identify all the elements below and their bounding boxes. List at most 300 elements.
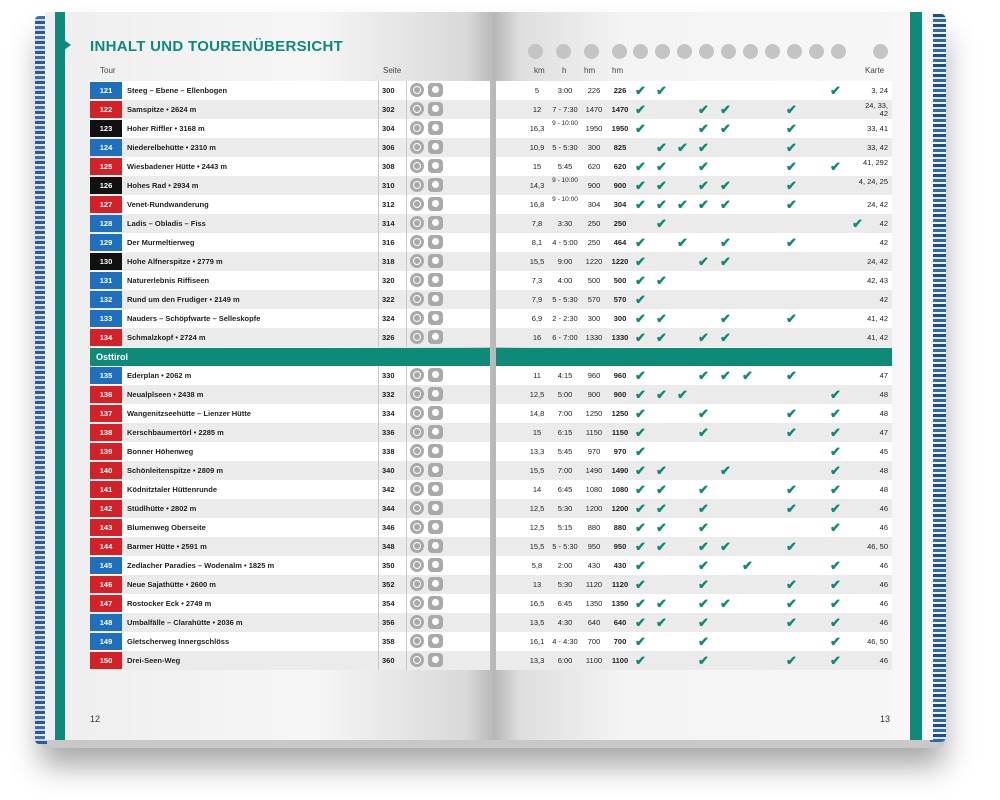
family-icon: [428, 501, 443, 515]
duration-h: 5 - 5:30: [552, 542, 578, 551]
family-icon: [428, 634, 443, 648]
table-row: [496, 271, 892, 290]
tour-name: Zedlacher Paradies – Wodenalm • 1825 m: [127, 561, 275, 570]
check-icon: ✔: [698, 615, 709, 630]
header-km: km: [534, 66, 545, 75]
check-icon: ✔: [786, 501, 797, 516]
tour-number: 138: [90, 424, 122, 441]
check-icon: ✔: [635, 425, 646, 440]
table-row: [90, 423, 490, 442]
column-divider: [378, 442, 379, 461]
column-divider: [378, 404, 379, 423]
tour-name: Naturerlebnis Riffiseen: [127, 276, 210, 285]
descent-hm: 226: [613, 86, 627, 95]
ascent-hm: 1330: [585, 333, 603, 342]
duration-h: 9:00: [557, 257, 573, 266]
check-icon: ✔: [635, 577, 646, 592]
table-row: [90, 214, 490, 233]
column-divider: [406, 233, 407, 252]
family-icon: [428, 178, 443, 192]
table-row: [90, 233, 490, 252]
difficulty-icon: [410, 501, 424, 515]
page-ref: 336: [382, 428, 395, 437]
check-icon: ✔: [786, 539, 797, 554]
hut-icon: [699, 44, 714, 59]
table-row: [90, 480, 490, 499]
family-icon: [428, 577, 443, 591]
family-icon: [428, 121, 443, 135]
difficulty-icon: [410, 330, 424, 344]
family-icon: [428, 387, 443, 401]
difficulty-icon: [410, 387, 424, 401]
column-divider: [378, 480, 379, 499]
page-ref: 356: [382, 618, 395, 627]
column-divider: [378, 252, 379, 271]
page-ref: 322: [382, 295, 395, 304]
check-icon: ✔: [852, 216, 863, 231]
check-icon: ✔: [698, 254, 709, 269]
difficulty-icon: [410, 482, 424, 496]
family-icon: [428, 83, 443, 97]
check-icon: ✔: [656, 539, 667, 554]
table-row: [496, 499, 892, 518]
check-icon: ✔: [635, 235, 646, 250]
column-divider: [378, 385, 379, 404]
check-icon: ✔: [698, 577, 709, 592]
check-icon: ✔: [786, 197, 797, 212]
column-divider: [378, 271, 379, 290]
check-icon: ✔: [635, 83, 646, 98]
distance-km: 7,3: [531, 276, 543, 285]
column-divider: [378, 81, 379, 100]
column-divider: [378, 651, 379, 670]
check-icon: ✔: [830, 387, 841, 402]
column-divider: [378, 157, 379, 176]
difficulty-icon: [410, 273, 424, 287]
page-ref: 332: [382, 390, 395, 399]
map-ref: 46, 50: [867, 637, 888, 646]
tour-number: 143: [90, 519, 122, 536]
check-icon: ✔: [830, 653, 841, 668]
table-row: [90, 442, 490, 461]
check-icon: ✔: [635, 121, 646, 136]
check-icon: ✔: [786, 121, 797, 136]
column-divider: [406, 271, 407, 290]
map-ref: 45: [879, 447, 888, 456]
section-header-right: [496, 348, 892, 366]
difficulty-icon: [410, 216, 424, 230]
check-icon: ✔: [720, 102, 731, 117]
column-divider: [378, 290, 379, 309]
tour-name: Ladis – Obladis – Fiss: [127, 219, 206, 228]
tour-name: Kerschbaumertörl • 2285 m: [127, 428, 224, 437]
check-icon: ✔: [677, 387, 688, 402]
column-divider: [406, 404, 407, 423]
family-icon: [428, 406, 443, 420]
duration-h: 5:30: [557, 580, 573, 589]
tour-number: 130: [90, 253, 122, 270]
page-ref: 310: [382, 181, 395, 190]
map-ref: 41, 292: [862, 158, 888, 167]
check-icon: ✔: [635, 463, 646, 478]
map-ref: 46, 50: [867, 542, 888, 551]
check-icon: ✔: [742, 368, 753, 383]
family-icon: [428, 615, 443, 629]
table-row: [496, 480, 892, 499]
tour-number: 129: [90, 234, 122, 251]
tour-number: 134: [90, 329, 122, 346]
family-icon: [428, 273, 443, 287]
check-icon: ✔: [786, 406, 797, 421]
difficulty-icon: [410, 444, 424, 458]
column-divider: [406, 385, 407, 404]
ascent-hm: 1250: [585, 409, 603, 418]
difficulty-icon: [410, 140, 424, 154]
check-icon: ✔: [698, 368, 709, 383]
check-icon: ✔: [698, 121, 709, 136]
table-row: [496, 119, 892, 138]
table-row: [496, 385, 892, 404]
column-divider: [378, 328, 379, 347]
ascent-hm: 1950: [585, 124, 603, 133]
map-ref: 24, 33, 42: [865, 101, 888, 118]
up-icon: [584, 44, 599, 59]
header-h: h: [562, 66, 567, 75]
check-icon: ✔: [635, 482, 646, 497]
page-ref: 318: [382, 257, 395, 266]
check-icon: ✔: [635, 539, 646, 554]
check-icon: ✔: [656, 83, 667, 98]
bus-icon: [655, 44, 670, 59]
ascent-hm: 300: [587, 314, 601, 323]
check-icon: ✔: [786, 311, 797, 326]
tour-number: 135: [90, 367, 122, 384]
check-icon: ✔: [656, 273, 667, 288]
descent-hm: 1330: [611, 333, 629, 342]
museum-icon: [809, 44, 824, 59]
ascent-hm: 1350: [585, 599, 603, 608]
table-row: [496, 442, 892, 461]
column-divider: [378, 518, 379, 537]
distance-km: 16,1: [529, 637, 545, 646]
tour-number: 140: [90, 462, 122, 479]
tour-name: Steeg – Ebene – Ellenbogen: [127, 86, 228, 95]
table-row: [90, 328, 490, 347]
map-ref: 24, 42: [867, 200, 888, 209]
tour-name: Ködnitztaler Hüttenrunde: [127, 485, 217, 494]
family-icon: [428, 159, 443, 173]
descent-hm: 825: [613, 143, 627, 152]
tour-name: Samspitze • 2624 m: [127, 105, 197, 114]
check-icon: ✔: [830, 406, 841, 421]
tour-number: 141: [90, 481, 122, 498]
tour-name: Schönleitenspitze • 2809 m: [127, 466, 223, 475]
check-icon: ✔: [656, 596, 667, 611]
check-icon: ✔: [635, 558, 646, 573]
table-row: [90, 461, 490, 480]
left-green-strip: [55, 12, 65, 740]
column-divider: [378, 537, 379, 556]
table-row: [496, 290, 892, 309]
tour-name: Umbalfälle – Clarahütte • 2036 m: [127, 618, 243, 627]
column-divider: [406, 366, 407, 385]
map-ref: 47: [879, 371, 888, 380]
column-divider: [406, 195, 407, 214]
family-icon: [428, 292, 443, 306]
tour-number: 132: [90, 291, 122, 308]
check-icon: ✔: [635, 254, 646, 269]
family-icon: [428, 368, 443, 382]
check-icon: ✔: [720, 235, 731, 250]
tour-name: Neualplseen • 2438 m: [127, 390, 204, 399]
map-ref: 48: [879, 409, 888, 418]
table-row: [90, 518, 490, 537]
column-divider: [406, 100, 407, 119]
column-divider: [406, 309, 407, 328]
page-ref: 300: [382, 86, 395, 95]
descent-hm: 570: [613, 295, 627, 304]
descent-hm: 430: [613, 561, 627, 570]
ascent-hm: 500: [587, 276, 601, 285]
duration-h: 3:30: [557, 219, 573, 228]
tour-name: Gletscherweg Innergschlöss: [127, 637, 230, 646]
tour-number: 149: [90, 633, 122, 650]
column-divider: [406, 423, 407, 442]
duration-h: 9 - 10:00: [552, 196, 578, 203]
check-icon: ✔: [786, 577, 797, 592]
check-icon: ✔: [830, 159, 841, 174]
check-icon: ✔: [720, 539, 731, 554]
descent-hm: 900: [613, 181, 627, 190]
duration-h: 5:15: [557, 523, 573, 532]
table-row: [90, 594, 490, 613]
ascent-hm: 226: [587, 86, 601, 95]
table-row: [496, 195, 892, 214]
table-row: [496, 366, 892, 385]
table-row: [90, 575, 490, 594]
check-icon: ✔: [698, 197, 709, 212]
descent-hm: 1470: [611, 105, 629, 114]
map-ref: 41, 42: [867, 333, 888, 342]
map-ref: 46: [879, 561, 888, 570]
check-icon: ✔: [830, 520, 841, 535]
tour-name: Schmalzkopf • 2724 m: [127, 333, 206, 342]
ascent-hm: 300: [587, 143, 601, 152]
check-icon: ✔: [656, 615, 667, 630]
distance-km: 12,5: [529, 390, 545, 399]
distance-km: 7,8: [531, 219, 543, 228]
ascent-hm: 250: [587, 238, 601, 247]
page-title: INHALT UND TOURENÜBERSICHT: [90, 38, 344, 55]
map-ref: 42: [879, 295, 888, 304]
table-row: [496, 100, 892, 119]
tour-name: Hohe Alfnerspitze • 2779 m: [127, 257, 223, 266]
header-hm-up: hm: [584, 66, 596, 75]
distance-km: 16,8: [529, 200, 545, 209]
check-icon: ✔: [698, 159, 709, 174]
table-row: [90, 366, 490, 385]
column-divider: [378, 575, 379, 594]
check-icon: ✔: [830, 558, 841, 573]
distance-km: 16,3: [529, 124, 545, 133]
header-karte: Karte: [865, 66, 885, 75]
page-number-left: 12: [90, 714, 101, 724]
tour-number: 136: [90, 386, 122, 403]
distance-km: 12,5: [529, 523, 545, 532]
column-divider: [378, 195, 379, 214]
page-ref: 302: [382, 105, 395, 114]
tour-number: 150: [90, 652, 122, 669]
tour-name: Stüdlhütte • 2802 m: [127, 504, 197, 513]
distance-km: 8,1: [531, 238, 543, 247]
column-divider: [378, 499, 379, 518]
family-icon: [428, 520, 443, 534]
distance-km: 13,3: [529, 656, 545, 665]
descent-hm: 304: [613, 200, 627, 209]
column-divider: [378, 138, 379, 157]
check-icon: ✔: [635, 368, 646, 383]
distance-km: 14,8: [529, 409, 545, 418]
check-icon: ✔: [656, 178, 667, 193]
page-ref: 360: [382, 656, 395, 665]
check-icon: ✔: [742, 558, 753, 573]
check-icon: ✔: [830, 425, 841, 440]
duration-h: 2 - 2:30: [552, 314, 578, 323]
page-ref: 342: [382, 485, 395, 494]
tour-name: Wangenitzseehütte – Lienzer Hütte: [127, 409, 251, 418]
duration-h: 2:00: [557, 561, 573, 570]
page-ref: 330: [382, 371, 395, 380]
page-ref: 326: [382, 333, 395, 342]
header-seite: Seite: [383, 66, 402, 75]
map-ref: 46: [879, 599, 888, 608]
check-icon: ✔: [635, 330, 646, 345]
column-divider: [406, 651, 407, 670]
difficulty-icon: [410, 406, 424, 420]
bed-icon: [787, 44, 802, 59]
map-ref: 46: [879, 618, 888, 627]
distance-km: 12,5: [529, 504, 545, 513]
duration-h: 5 - 5:30: [552, 143, 578, 152]
page-ref: 354: [382, 599, 395, 608]
column-divider: [406, 252, 407, 271]
check-icon: ✔: [635, 653, 646, 668]
check-icon: ✔: [698, 406, 709, 421]
page-ref: 346: [382, 523, 395, 532]
descent-hm: 950: [613, 542, 627, 551]
difficulty-icon: [410, 539, 424, 553]
ascent-hm: 700: [587, 637, 601, 646]
family-icon: [428, 235, 443, 249]
check-icon: ✔: [656, 311, 667, 326]
column-divider: [406, 594, 407, 613]
check-icon: ✔: [698, 539, 709, 554]
descent-hm: 970: [613, 447, 627, 456]
duration-h: 9 - 10:00: [552, 120, 578, 127]
column-divider: [378, 632, 379, 651]
page-ref: 312: [382, 200, 395, 209]
table-row: [496, 233, 892, 252]
column-divider: [378, 119, 379, 138]
tour-name: Hohes Rad • 2934 m: [127, 181, 199, 190]
table-row: [496, 157, 892, 176]
map-ref: 41, 42: [867, 314, 888, 323]
column-divider: [406, 290, 407, 309]
descent-hm: 880: [613, 523, 627, 532]
family-icon: [428, 254, 443, 268]
descent-hm: 464: [613, 238, 627, 247]
descent-hm: 1200: [611, 504, 629, 513]
family-icon: [428, 216, 443, 230]
distance-km: 15,5: [529, 466, 545, 475]
check-icon: ✔: [720, 368, 731, 383]
difficulty-icon: [410, 254, 424, 268]
table-row: [496, 252, 892, 271]
check-icon: ✔: [830, 83, 841, 98]
arrow-icon: [64, 40, 71, 50]
descent-hm: 1250: [611, 409, 629, 418]
duration-h: 5:00: [557, 390, 573, 399]
check-icon: ✔: [786, 596, 797, 611]
check-icon: ✔: [656, 463, 667, 478]
descent-hm: 300: [613, 314, 627, 323]
duration-h: 4:15: [557, 371, 573, 380]
difficulty-icon: [410, 197, 424, 211]
distance-km: 14,3: [529, 181, 545, 190]
tour-name: Niederelbehütte • 2310 m: [127, 143, 216, 152]
check-icon: ✔: [656, 197, 667, 212]
column-divider: [406, 575, 407, 594]
ascent-hm: 250: [587, 219, 601, 228]
tour-number: 126: [90, 177, 122, 194]
family-icon: [428, 197, 443, 211]
check-icon: ✔: [635, 615, 646, 630]
table-row: [90, 499, 490, 518]
difficulty-icon: [410, 311, 424, 325]
duration-h: 4:00: [557, 276, 573, 285]
duration-h: 7 - 7:30: [552, 105, 578, 114]
check-icon: ✔: [635, 273, 646, 288]
map-icon: [873, 44, 888, 59]
map-ref: 48: [879, 466, 888, 475]
distance-km: 16: [532, 333, 542, 342]
family-icon: [428, 311, 443, 325]
descent-hm: 1080: [611, 485, 629, 494]
table-row: [496, 423, 892, 442]
difficulty-icon: [410, 634, 424, 648]
page-ref: 348: [382, 542, 395, 551]
distance-km: 6,9: [531, 314, 543, 323]
difficulty-icon: [410, 235, 424, 249]
check-icon: ✔: [698, 178, 709, 193]
check-icon: ✔: [698, 330, 709, 345]
table-row: [496, 81, 892, 100]
distance-km: 14: [532, 485, 542, 494]
ascent-hm: 1080: [585, 485, 603, 494]
check-icon: ✔: [830, 444, 841, 459]
table-row: [90, 138, 490, 157]
check-icon: ✔: [656, 330, 667, 345]
section-label: Osttirol: [96, 352, 129, 362]
map-ref: 46: [879, 580, 888, 589]
table-row: [90, 119, 490, 138]
clock-icon: [556, 44, 571, 59]
check-icon: ✔: [635, 292, 646, 307]
tour-number: 124: [90, 139, 122, 156]
tour-name: Blumenweg Oberseite: [127, 523, 206, 532]
tour-number: 123: [90, 120, 122, 137]
family-icon: [428, 444, 443, 458]
